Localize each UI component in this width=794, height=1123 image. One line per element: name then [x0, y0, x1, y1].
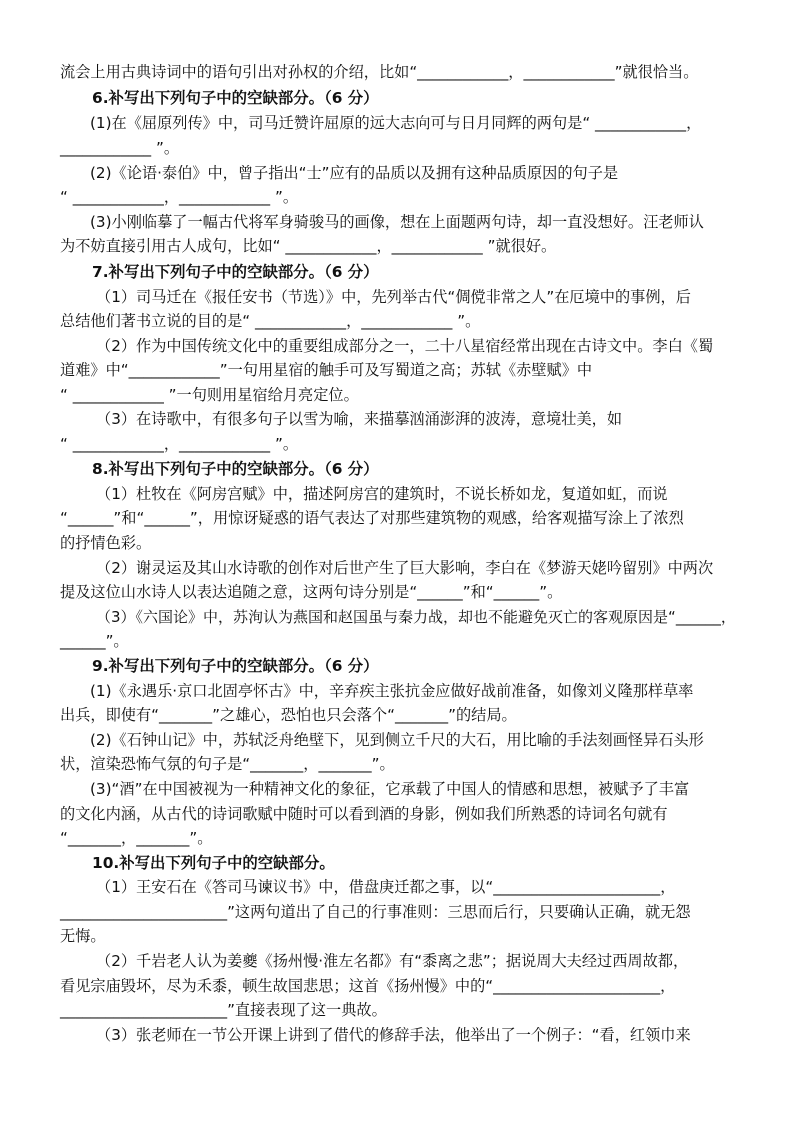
text-line: 提及这位山水诗人以表达追随之意，这两句诗分别是“______”和“______”。: [60, 583, 563, 601]
text-line: 为不妨直接引用古人成句，比如“ ____________，____________ ”就很好。: [60, 237, 557, 255]
text-line: （3）在诗歌中，有很多句子以雪为喻，来描摹汹涌澎湃的波涛，意境壮美，如: [96, 410, 623, 428]
text-line: (3)“酒”在中国被视为一种精神文化的象征，它承载了中国人的情感和思想，被赋予了丰富: [90, 780, 690, 798]
text-line: 的文化内涵，从古代的诗词歌赋中随时可以看到酒的身影，例如我们所熟悉的诗词名句就有: [60, 805, 668, 823]
text-line: （2）千岩老人认为姜夔《扬州慢·淮左名都》有“黍离之悲”；据说周大夫经过西周故都，: [96, 952, 689, 970]
text-line: “ ____________，____________ ”。: [60, 435, 299, 453]
text-line: ______”。: [60, 632, 129, 650]
text-line: (2)《论语·泰伯》中，曾子指出“士”应有的品质以及拥有这种品质原因的句子是: [90, 164, 619, 182]
text-line: （1）司马迁在《报任安书（节选）》中，先列举古代“倜傥非常之人”在厄境中的事例，后: [96, 288, 691, 306]
text-line: 的抒情色彩。: [60, 534, 152, 552]
text-line: 状，渲染恐怖气氛的句子是“_______，_______”。: [60, 755, 395, 773]
text-line: ____________ ”。: [60, 139, 180, 157]
text-line: “______”和“______”，用惊讶疑惑的语气表达了对那些建筑物的观感，给客观描写涂上了浓烈: [60, 509, 684, 527]
text-line: （2）谢灵运及其山水诗歌的创作对后世产生了巨大影响，李白在《梦游天姥吟留别》中两次: [96, 559, 714, 577]
text-line: 看见宗庙毁坏，尽为禾黍，顿生故国悲思；这首《扬州慢》中的“______________________，: [60, 977, 676, 995]
text-line: 无悔。: [60, 927, 106, 945]
text-line: （1）王安石在《答司马谏议书》中，借盘庚迁都之事，以“______________________，: [96, 878, 676, 896]
question-heading: 10.补写出下列句子中的空缺部分。: [92, 854, 335, 872]
text-line: （3）张老师在一节公开课上讲到了借代的修辞手法，他举出了一个例子：“看，红领巾来: [96, 1026, 691, 1044]
text-line: （1）杜牧在《阿房宫赋》中，描述阿房宫的建筑时，不说长桥如龙，复道如虹，而说: [96, 485, 668, 503]
text-line: (1)在《屈原列传》中，司马迁赞许屈原的远大志向可与日月同辉的两句是“ ____________，: [90, 114, 702, 132]
question-heading: 7.补写出下列句子中的空缺部分。（6 分）: [92, 263, 379, 281]
question-heading: 9.补写出下列句子中的空缺部分。（6 分）: [92, 657, 379, 675]
text-line: ______________________”直接表现了这一典故。: [60, 1001, 387, 1019]
text-line: “ ____________，____________ ”。: [60, 188, 299, 206]
text-line: (2)《石钟山记》中，苏轼泛舟绝壁下，见到侧立千尺的大石，用比喻的手法刻画怪异石头形: [90, 731, 704, 749]
text-line: （2）作为中国传统文化中的重要组成部分之一，二十八星宿经常出现在古诗文中。李白《蜀: [96, 337, 714, 355]
question-heading: 8.补写出下列句子中的空缺部分。（6 分）: [92, 460, 379, 478]
text-line: （3）《六国论》中，苏洵认为燕国和赵国虽与秦力战，却也不能避免灭亡的客观原因是“______，: [96, 608, 736, 626]
text-line: “_______，_______”。: [60, 829, 213, 847]
text-line: 出兵，即使有“_______”之雄心，恐怕也只会落个“_______”的结局。: [60, 706, 517, 724]
text-line: (3)小刚临摹了一幅古代将军身骑骏马的画像，想在上面题两句诗，却一直没想好。汪老师认: [90, 213, 704, 231]
question-heading: 6.补写出下列句子中的空缺部分。（6 分）: [92, 89, 379, 107]
text-line: (1)《永遇乐·京口北固亭怀古》中，辛弃疾主张抗金应做好战前准备，如像刘义隆那样草率: [90, 682, 694, 700]
text-line: “ ____________ ”一句则用星宿给月亮定位。: [60, 386, 359, 404]
text-line: 道难》中“____________”一句用星宿的触手可及写蜀道之高；苏轼《赤壁赋》中: [60, 361, 593, 379]
text-line: 流会上用古典诗词中的语句引出对孙权的介绍，比如“____________，____________”就很恰当。: [60, 63, 699, 81]
text-line: 总结他们著书立说的目的是“ ____________，____________ ”。: [60, 312, 481, 330]
text-line: ______________________”这两句道出了自己的行事准则：三思而后行，只要确认正确，就无怨: [60, 903, 691, 921]
